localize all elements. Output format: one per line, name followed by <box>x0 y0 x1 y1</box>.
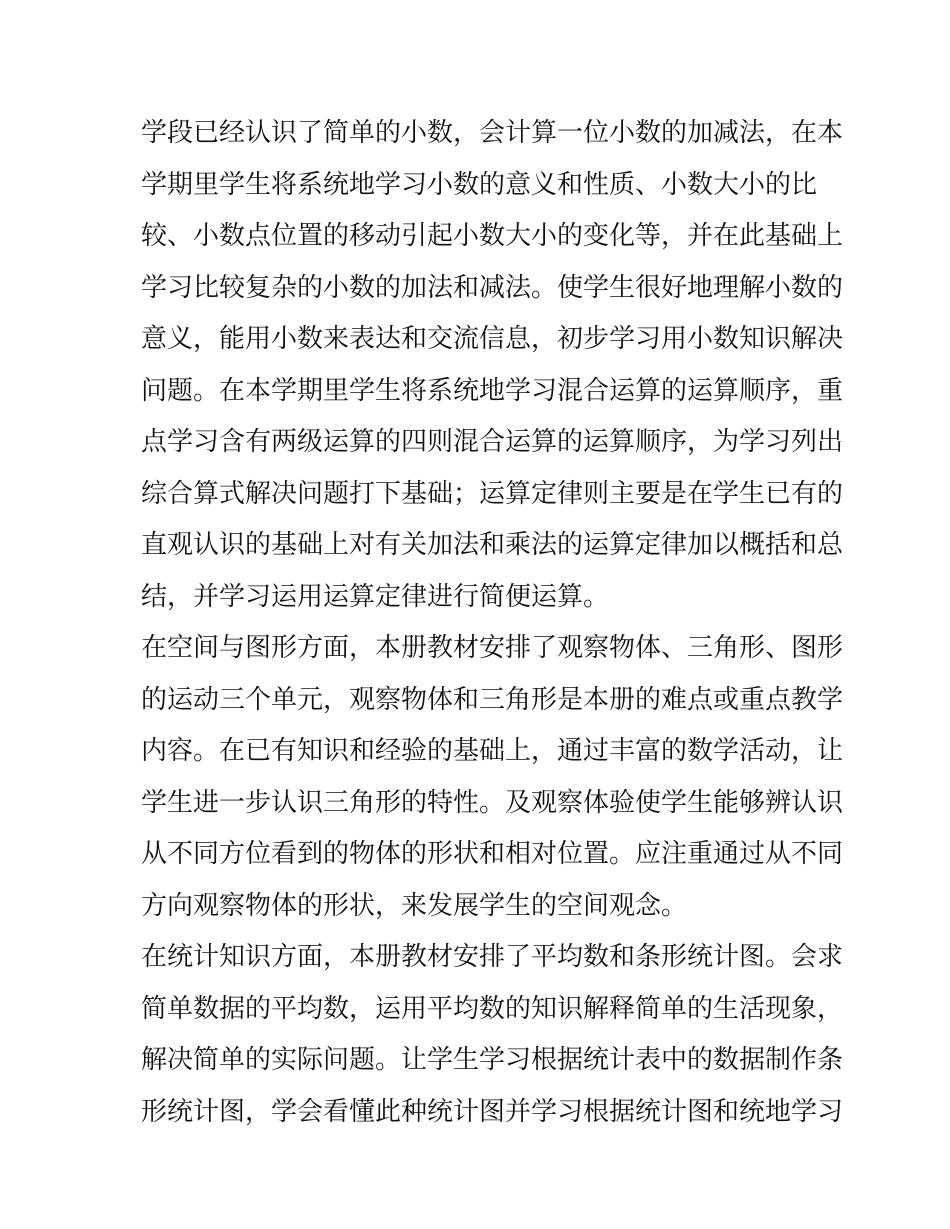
text-line-19: 解决简单的实际问题。让学生学习根据统计表中的数据制作条 <box>141 1045 844 1075</box>
text-line-3: 较、小数点位置的移动引起小数大小的变化等，并在此基础上 <box>141 221 844 251</box>
text-line-8: 综合算式解决问题打下基础；运算定律则主要是在学生已有的 <box>141 478 844 509</box>
text-line-5: 意义，能用小数来表达和交流信息，初步学习用小数知识解决 <box>141 324 844 354</box>
text-line-20: 形统计图，学会看懂此种统计图并学习根据统计图和统地学习 <box>141 1096 844 1127</box>
text-line-10: 结，并学习运用运算定律进行简便运算。 <box>141 581 610 612</box>
text-line-9: 直观认识的基础上对有关加法和乘法的运算定律加以概括和总 <box>141 530 844 560</box>
text-line-7: 点学习含有两级运算的四则混合运算的运算顺序，为学习列出 <box>141 427 844 457</box>
text-line-11: 在空间与图形方面，本册教材安排了观察物体、三角形、图形 <box>141 633 844 663</box>
body-text <box>141 108 844 1138</box>
text-line-16: 方向观察物体的形状，来发展学生的空间观念。 <box>141 890 688 921</box>
text-line-18: 简单数据的平均数，运用平均数的知识解释简单的生活现象， <box>141 993 844 1024</box>
text-line-17: 在统计知识方面，本册教材安排了平均数和条形统计图。会求 <box>141 942 844 972</box>
text-line-4: 学习比较复杂的小数的加法和减法。使学生很好地理解小数的 <box>141 272 844 303</box>
text-line-15: 从不同方位看到的物体的形状和相对位置。应注重通过从不同 <box>141 839 844 869</box>
text-line-1: 学段已经认识了简单的小数，会计算一位小数的加减法，在本 <box>141 118 844 148</box>
text-line-12: 的运动三个单元，观察物体和三角形是本册的难点或重点教学 <box>141 684 844 715</box>
text-line-14: 学生进一步认识三角形的特性。及观察体验使学生能够辨认识 <box>141 787 844 818</box>
text-line-2: 学期里学生将系统地学习小数的意义和性质、小数大小的比 <box>141 169 818 200</box>
text-line-6: 问题。在本学期里学生将系统地学习混合运算的运算顺序，重 <box>141 375 844 406</box>
text-line-13: 内容。在已有知识和经验的基础上，通过丰富的数学活动，让 <box>141 736 844 766</box>
